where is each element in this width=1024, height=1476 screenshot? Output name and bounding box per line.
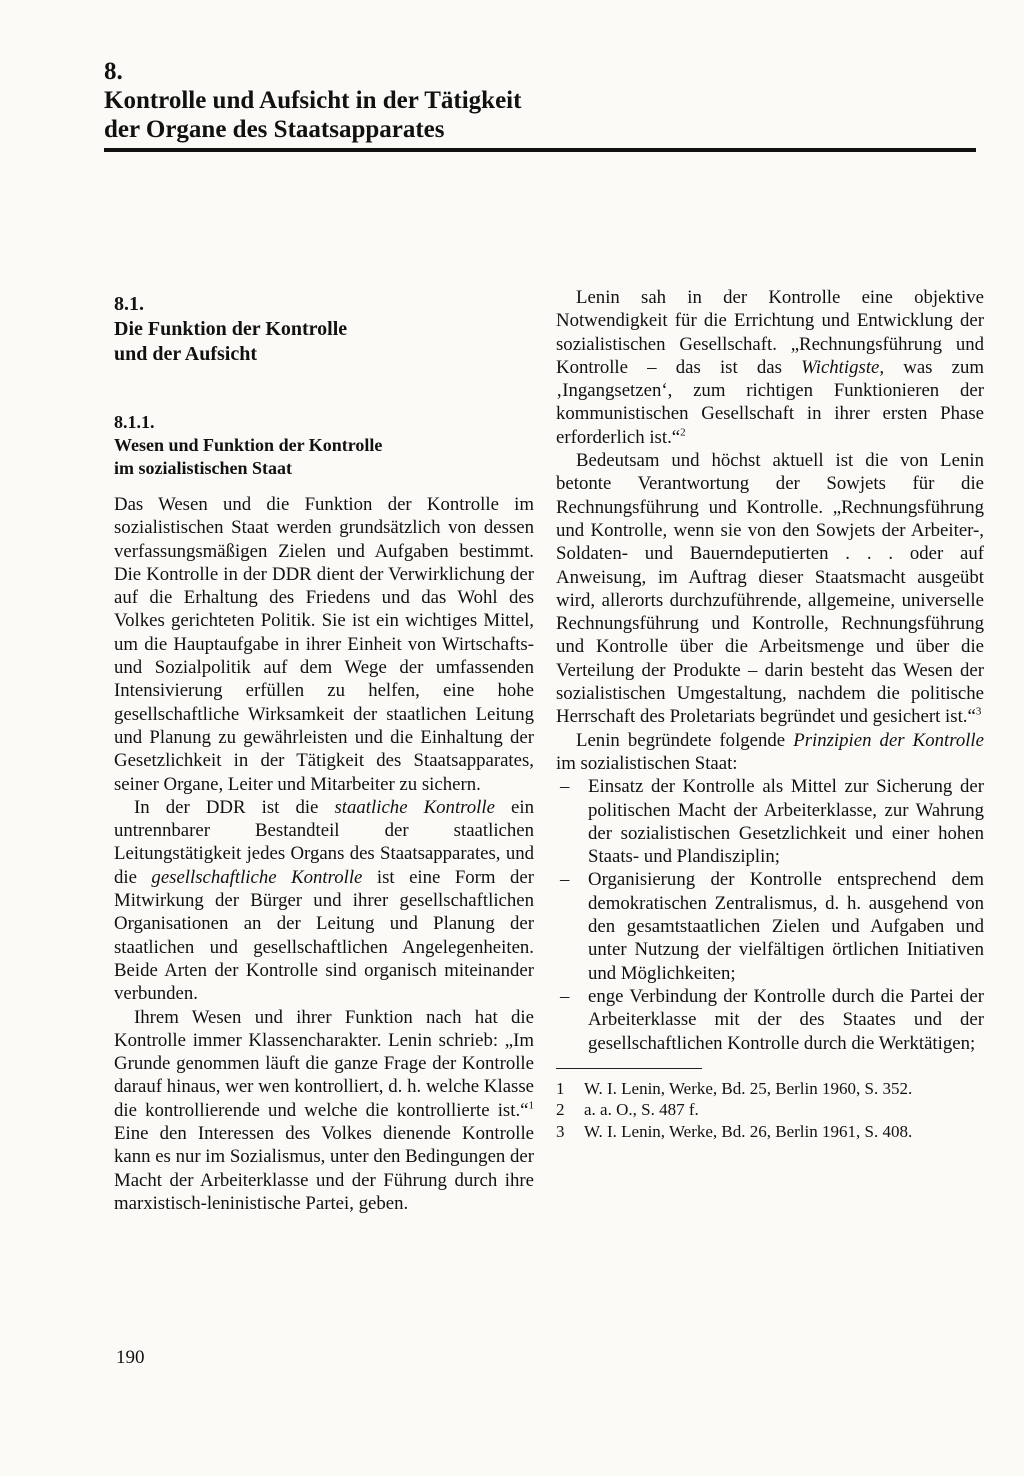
paragraph: Bedeutsam und höchst aktuell ist die von Lenin betonte Verantwortung der Sowjets für die Rechnungsführung und Kontrolle. „Rechnungsführung und Kontrolle, wenn sie von den Sowjets der Arbeiter-, Soldaten- und Bauerndeputierten . . . oder auf Anweisung, im Auftrag dieser Staatsmacht ausgeübt wird, allerorts durchzuführende, allgemeine, universelle Rechnungsführung und Kontrolle, Rechnungsführung und Kontrolle über die Arbeitsmenge und über die Verteilung der Produkte – darin besteht das Wesen der sozialistischen Umgestaltung, nachdem die politische Herrschaft des Proletariats begründet und gesichert ist.“$^3$ — [556, 450, 984, 728]
subsection-heading — [114, 411, 534, 480]
chapter-number: 8. — [104, 58, 123, 85]
principles-list — [556, 775, 984, 1055]
section-title-line-1: Die Funktion der Kontrolle — [114, 318, 348, 340]
footnote-ref: 1 — [528, 1099, 534, 1112]
footnote-ref: 3 — [975, 706, 982, 719]
chapter-rule — [104, 148, 976, 152]
list-item: – Organisierung der Kontrolle entsprechend dem demokratischen Zentralismus, d. h. ausgehend von den gesamtstaatlichen Zielen und Aufgaben und unter Nutzung der vielfältigen örtlichen Initiativen und Möglichkeiten; — [556, 868, 984, 984]
paragraph: Ihrem Wesen und ihrer Funktion nach hat die Kontrolle immer Klassencharakter. Lenin schrieb: „Im Grunde genommen läuft die ganze Frage der Kontrolle darauf hinaus, wer wen kontrolliert, d. h. welche Klasse die kontrollierende und welche die kontrollierte ist.“$^1$ Eine den Interessen des Volkes dienende Kontrolle kann es nur im Sozialismus, unter den Bedingungen der Macht der Arbeiterklasse und der Führung durch ihre marxistisch-leninistische Partei, geben. — [114, 1006, 534, 1214]
list-item: – Einsatz der Kontrolle als Mittel zur Sicherung der politischen Macht der Arbeiterklasse, zur Wahrung der sozialistischen Gesetzlichkeit und einer hohen Staats- und Plandisziplin; — [556, 775, 984, 868]
section-title-line-2: und der Aufsicht — [114, 343, 258, 365]
footnote-ref: 2 — [680, 426, 686, 439]
footnote: 3 W. I. Lenin, Werke, Bd. 26, Berlin 1961, S. 408. — [556, 1121, 913, 1141]
chapter-title-line-2: der Organe des Staatsapparates — [104, 116, 445, 143]
footnote: 1 W. I. Lenin, Werke, Bd. 25, Berlin 1960, S. 352. — [556, 1078, 913, 1098]
subsection-number: 8.1.1. — [114, 412, 155, 432]
emphasis: Prinzipien der Kontrolle — [793, 729, 984, 751]
footnotes — [556, 1078, 984, 1143]
emphasis: gesellschaftliche Kontrolle — [151, 866, 363, 888]
subsection-title-line-1: Wesen und Funktion der Kontrolle — [114, 435, 383, 455]
footnote: 2 a. a. O., S. 487 f. — [556, 1100, 699, 1120]
paragraph: Lenin begründete folgende Prinzipien der Kontrolle im sozialistischen Staat: — [556, 729, 984, 774]
paragraph: In der DDR ist die staatliche Kontrolle ein untrennbarer Bestandteil der staatlichen Leitungstätigkeit jedes Organs des Staatsapparates, und die gesellschaftliche Kontrolle ist eine Form der Mitwirkung der Bürger und ihrer gesellschaftlichen Organisationen an der Leitung und Planung der staatlichen und gesellschaftlichen Angelegenheiten. Beide Arten der Kontrolle sind organisch miteinander verbunden. — [114, 796, 534, 1005]
right-column — [556, 286, 984, 1142]
subsection-title-line-2: im sozialistischen Staat — [114, 458, 292, 478]
page-number: 190 — [116, 1347, 145, 1368]
paragraph: Lenin sah in der Kontrolle eine objektive Notwendigkeit für die Errichtung und Entwicklung der sozialistischen Gesellschaft. „Rechnungsführung und Kontrolle – das ist das Wichtigste, was zum ‚Ingangsetzen‘, zum richtigen Funktionieren der kommunistischen Gesellschaft in ihrer ersten Phase erforderlich ist.“$^2$ — [556, 287, 984, 448]
left-column — [114, 286, 534, 1215]
footnote-rule — [556, 1068, 702, 1069]
paragraph: Das Wesen und die Funktion der Kontrolle im sozialistischen Staat werden grundsätzlich von dessen verfassungsmäßigen Zielen und Aufgaben bestimmt. Die Kontrolle in der DDR dient der Verwirklichung der auf die Erhaltung des Friedens und das Wohl des Volkes gerichteten Politik. Sie ist ein wichtiges Mittel, um die Hauptaufgabe in ihrer Einheit von Wirtschafts- und Sozialpolitik auf dem Wege der umfassenden Intensivierung erfüllen zu helfen, eine hohe gesellschaftliche Wirksamkeit der staatlichen Leitung und Planung zu gewährleisten und die Einhaltung der Gesetzlichkeit in der Tätigkeit des Staatsapparates, seiner Organe, Leiter und Mitarbeiter zu sichern. — [114, 494, 534, 795]
chapter-title-line-1: Kontrolle und Aufsicht in der Tätigkeit — [104, 87, 522, 114]
list-item: – enge Verbindung der Kontrolle durch die Partei der Arbeiterklasse mit der des Staates und der gesellschaftlichen Kontrolle durch die Werktätigen; — [556, 985, 984, 1055]
emphasis: Wichtigste, — [801, 356, 885, 378]
chapter-heading — [104, 58, 984, 144]
section-heading — [114, 292, 534, 367]
emphasis: staatliche Kontrolle — [334, 796, 495, 818]
section-number: 8.1. — [114, 293, 144, 315]
